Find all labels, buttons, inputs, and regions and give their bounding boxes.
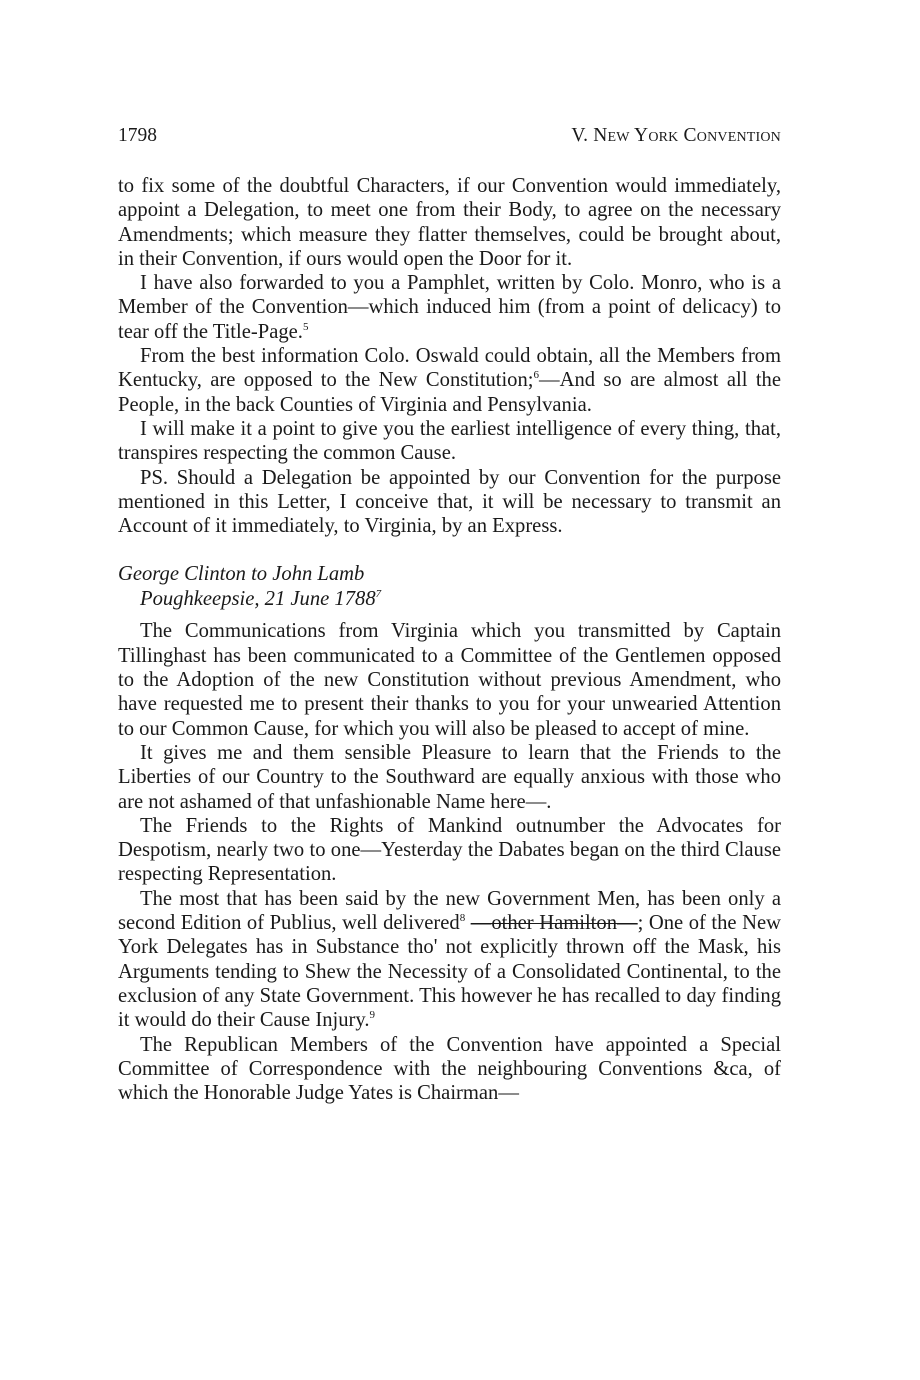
letter2-title: George Clinton to John Lamb — [118, 563, 365, 586]
letter2-paragraph-1: The Communications from Virginia which you transmitted by Captain Tillinghast has been communicated to a Committee of the Gentlemen opposed to the Adoption of the new Constitution without previous Amendment, who have requested me to present their thanks to you for your unwearied Attention to our Common Cause, for which you will also be pleased to accept of mine. — [118, 620, 781, 740]
letter1-paragraph-2 — [118, 271, 781, 344]
letter1-paragraph-3-text-b: —And so are almost all the People, in the back Counties of Virginia and Pensylvania. — [118, 369, 781, 416]
letter2-dateline-text: Poughkeepsie, 21 June 1788 — [140, 587, 376, 610]
page-number: 1798 — [118, 125, 157, 146]
footnote-ref-5: 5 — [302, 320, 309, 333]
letter1-paragraph-3 — [118, 344, 781, 417]
footnote-ref-6: 6 — [533, 369, 539, 382]
footnote-ref-7: 7 — [375, 587, 382, 600]
footnote-ref-8: 8 — [459, 912, 466, 925]
letter2-paragraph-4-text-b: ; One of the New York Delegates has in Substance tho' not explicitly thrown off the Mask, his Arguments tending to Shew the Necessity of a Consolidated Continental, to the exclusion of any State Government. This however he has recalled to day finding it would do their Cause Injury. — [118, 912, 781, 1032]
document-page — [118, 124, 781, 1105]
letter2-paragraph-3: The Friends to the Rights of Mankind outnumber the Advocates for Despotism, nearly two to one—Yesterday the Dabates began on the third Clause respecting Representation. — [118, 814, 781, 886]
section-title: V. New York Convention — [571, 125, 781, 146]
struck-text: —other Hamilton— — [470, 912, 638, 935]
letter1-paragraph-4: I will make it a point to give you the earliest intelligence of every thing, that, transpires respecting the common Cause. — [118, 417, 781, 465]
footnote-ref-9: 9 — [369, 1009, 375, 1022]
running-header — [118, 124, 781, 148]
letter2-paragraph-4 — [118, 887, 781, 1033]
letter1-paragraph-3-text-a: From the best information Colo. Oswald could obtain, all the Members from Kentucky, are opposed to the New Constitution; — [118, 345, 781, 392]
letter1-paragraph-1: to fix some of the doubtful Characters, if our Convention would immediately, appoint a Delegation, to meet one from their Body, to agree on the necessary Amendments; which measure they flatter themselves, could be brought about, in their Convention, if ours would open the Door for it. — [118, 175, 781, 270]
letter2-dateline — [118, 587, 781, 612]
letter2-paragraph-5: The Republican Members of the Convention have appointed a Special Committee of Correspondence with the neighbouring Conventions &ca, of which the Honorable Judge Yates is Chairman— — [118, 1033, 781, 1105]
letter1-paragraph-2-text: I have also forwarded to you a Pamphlet, written by Colo. Monro, who is a Member of the Convention—which induced him (from a point of delicacy) to tear off the Title-Page. — [118, 272, 781, 343]
letter1-postscript: PS. Should a Delegation be appointed by our Convention for the purpose mentioned in this Letter, I conceive that, it will be necessary to transmit an Account of it immediately, to Virginia, by an Express. — [118, 466, 781, 538]
letter2-paragraph-2: It gives me and them sensible Pleasure to learn that the Friends to the Liberties of our Country to the Southward are equally anxious with those who are not ashamed of that unfashionable Name here—. — [118, 741, 781, 813]
letter2-heading — [118, 562, 781, 611]
letter2-paragraph-4-text-a: The most that has been said by the new Government Men, has been only a second Edition of Publius, well delivered — [118, 887, 781, 935]
